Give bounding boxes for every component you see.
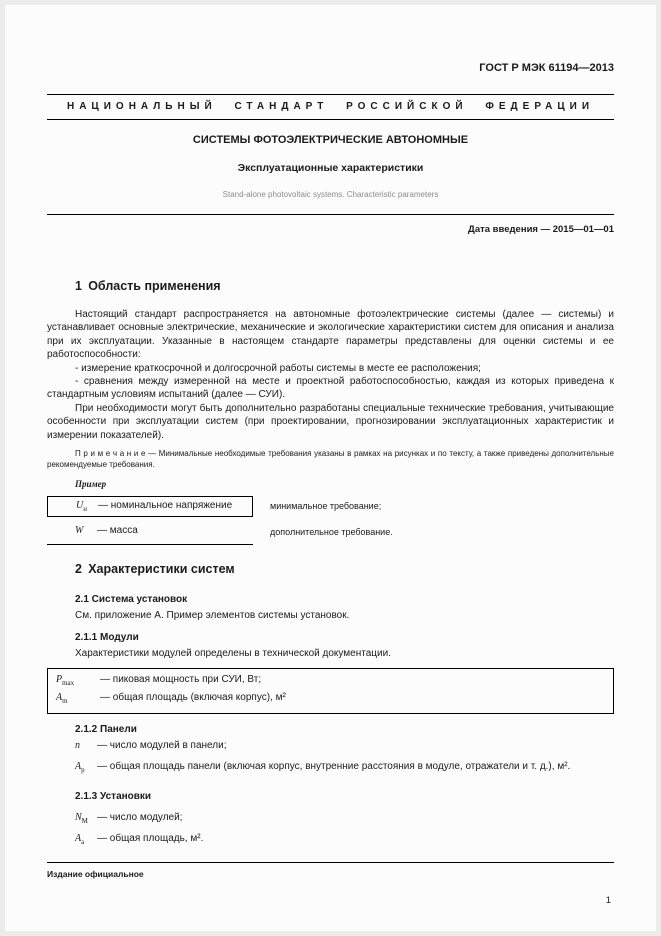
definition-row (75, 739, 614, 757)
definition-row (75, 832, 614, 850)
section-2-1-2-heading: 2.1.2 Панели (75, 724, 137, 736)
definition-row (75, 811, 614, 829)
definition-description: — общая площадь панели (включая корпус, внутренние расстояния в модуле, отражатели и т. д.), м². (97, 760, 571, 772)
document-title-english: Stand-alone photovoltaic systems. Characteristic parameters (222, 190, 439, 199)
requirement-additional: дополнительное требование. (270, 527, 393, 538)
footer-rule (47, 862, 614, 863)
requirement-minimal: минимальное требование; (270, 501, 382, 512)
document-title: СИСТЕМЫ ФОТОЭЛЕКТРИЧЕСКИЕ АВТОНОМНЫЕ (192, 134, 469, 146)
header-mid-rule (47, 119, 614, 120)
symbol-n: n (75, 740, 80, 752)
example-row-nominal-voltage (47, 496, 614, 517)
effective-date: Дата введения — 2015—01—01 (468, 224, 614, 235)
symbol-w: W (75, 524, 84, 536)
symbol-un: $U_н$ (76, 500, 87, 513)
definition-description: — число модулей; (97, 812, 183, 824)
header-bottom-rule (47, 214, 614, 215)
symbol-ap: $A_p$ (75, 760, 85, 774)
definition-description: — число модулей в панели; (97, 740, 227, 752)
doc-code: ГОСТ Р МЭК 61194—2013 (479, 62, 614, 74)
section-1-heading: 1 Область применения (75, 279, 221, 293)
section-2-1-heading: 2.1 Система установок (75, 593, 188, 605)
definition-row (56, 691, 613, 709)
example-row-mass (47, 520, 614, 545)
scope-paragraph-1: Настоящий стандарт распространяется на автономные фотоэлектрические системы (далее — системы) и устанавливает основные электрические, механические и экологические характеристики систем для описания и анализа при их эксплуатации. Указанные в настоящем стандарте параметры представлены для оценки системы и ее работоспособности: (47, 309, 614, 361)
scope-paragraph-2: При необходимости могут быть дополнительно разработаны специальные технические требования, учитывающие особенности при эксплуатации систем (при проектировании, прогнозировании эксплуатационных характеристик и измерении показателей). (47, 402, 614, 441)
section-2-1-1-heading: 2.1.1 Модули (75, 632, 139, 644)
edition-label: Издание официальное (47, 869, 144, 879)
definition-row (56, 673, 613, 691)
example-boxed-term (47, 496, 253, 517)
example-label: Пример (75, 479, 107, 490)
page-content (47, 0, 614, 849)
term-description: — номинальное напряжение (98, 500, 233, 512)
section-2-1-1-text: Характеристики модулей определены в технической документации. (75, 648, 391, 660)
note-text: П р и м е ч а н и е — Минимальные необходимые требования указаны в рамках на рисунках и по тексту, а также приведены дополнительные рекомендуемые требования. (47, 449, 614, 470)
symbol-am: $A_m$ (56, 691, 68, 705)
section-2-1-3-heading: 2.1.3 Установки (75, 791, 152, 803)
term-description: — масса (97, 524, 138, 536)
definition-description: — пиковая мощность при СУИ, Вт; (100, 674, 262, 686)
example-plain-term (47, 520, 253, 545)
scope-list-item-2: - сравнения между измеренной на месте и проектной работоспособностью, каждая из которых приведена к стандартным условиям испытаний (далее — СУИ). (47, 376, 614, 401)
definition-description: — общая площадь, м². (97, 832, 204, 844)
definition-description: — общая площадь (включая корпус), м² (100, 691, 286, 703)
document-subtitle: Эксплуатационные характеристики (237, 162, 424, 174)
symbol-pmax: $P_{max}$ (56, 674, 75, 688)
section-2-heading: 2 Характеристики систем (75, 561, 235, 576)
national-standard-banner: НАЦИОНАЛЬНЫЙ СТАНДАРТ РОССИЙСКОЙ ФЕДЕРАЦИИ (66, 101, 595, 112)
symbol-nm: $N_М$ (75, 812, 88, 826)
module-parameters-box (47, 668, 614, 714)
definition-row (75, 760, 614, 778)
page-number: 1 (605, 895, 611, 906)
section-2-1-text: См. приложение А. Пример элементов системы установок. (75, 609, 350, 621)
scope-list-item-1: - измерение краткосрочной и долгосрочной работы системы в месте ее расположения; (75, 362, 481, 374)
symbol-aa: $A_а$ (75, 832, 85, 846)
